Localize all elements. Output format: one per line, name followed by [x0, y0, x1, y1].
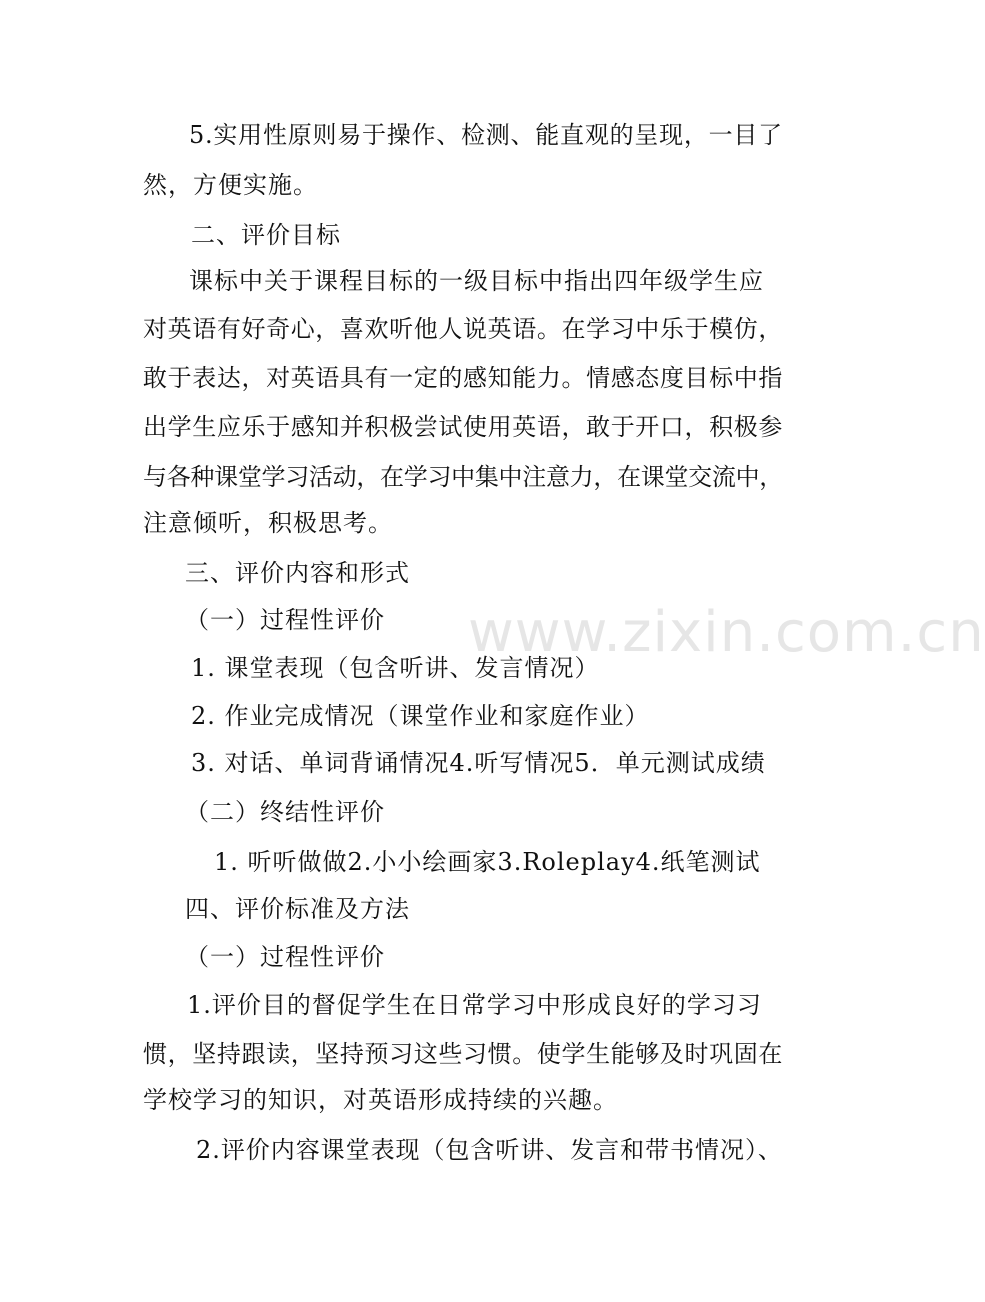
- section-heading: 三、评价内容和形式: [185, 559, 410, 587]
- watermark: www.zixin.com.cn: [468, 600, 985, 665]
- text-line: 对英语有好奇心，喜欢听他人说英语。在学习中乐于模仿，: [143, 315, 783, 343]
- list-item: 3. 对话、单词背诵情况4.听写情况5．单元测试成绩: [191, 749, 766, 777]
- text-line: 课标中关于课程目标的一级目标中指出四年级学生应: [189, 267, 764, 295]
- list-item: 1. 听听做做2.小小绘画家3.Roleplay4.纸笔测试: [214, 848, 761, 876]
- subsection-heading: （一）过程性评价: [185, 606, 385, 634]
- text-line: 2.评价内容课堂表现（包含听讲、发言和带书情况）、: [196, 1136, 783, 1164]
- text-line: 敢于表达，对英语具有一定的感知能力。情感态度目标中指: [143, 364, 783, 392]
- text-line: 注意倾听，积极思考。: [143, 509, 393, 537]
- section-heading: 二、评价目标: [191, 221, 341, 249]
- list-item: 2. 作业完成情况（课堂作业和家庭作业）: [191, 702, 650, 730]
- subsection-heading: （一）过程性评价: [185, 943, 385, 971]
- text-line: 与各种课堂学习活动，在学习中集中注意力，在课堂交流中，: [143, 463, 783, 491]
- text-line: 惯，坚持跟读，坚持预习这些习惯。使学生能够及时巩固在: [143, 1040, 783, 1068]
- list-item: 1. 课堂表现（包含听讲、发言情况）: [191, 654, 600, 682]
- subsection-heading: （二）终结性评价: [185, 798, 385, 826]
- text-line: 1.评价目的督促学生在日常学习中形成良好的学习习: [187, 991, 762, 1019]
- text-line: 学校学习的知识，对英语形成持续的兴趣。: [143, 1086, 618, 1114]
- text-line: 然，方便实施。: [143, 171, 318, 199]
- text-line: 5.实用性原则易于操作、检测、能直观的呈现，一目了: [189, 121, 783, 149]
- section-heading: 四、评价标准及方法: [185, 895, 410, 923]
- text-line: 出学生应乐于感知并积极尝试使用英语，敢于开口，积极参: [143, 413, 783, 441]
